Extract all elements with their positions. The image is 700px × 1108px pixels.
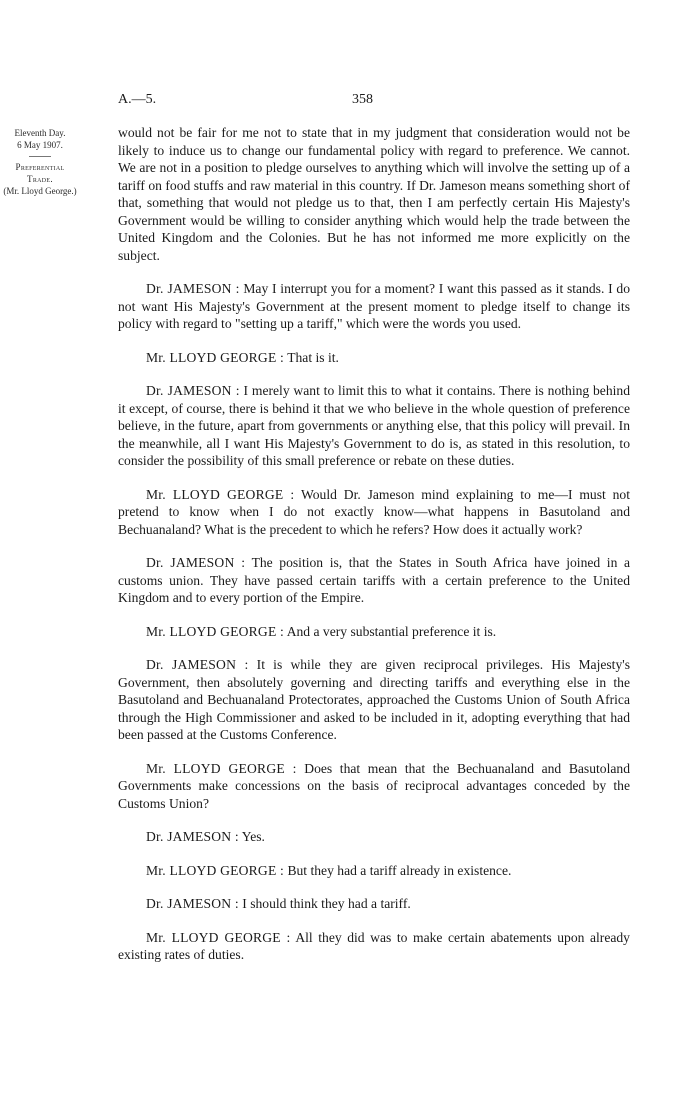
paragraph: [118, 349, 630, 367]
paragraph: [118, 280, 630, 333]
paragraph: [118, 554, 630, 607]
page-number: 358: [352, 92, 373, 107]
speaker-name: Mr. LLOYD GEORGE :: [146, 862, 285, 878]
speaker-name: Mr. LLOYD GEORGE :: [146, 929, 291, 945]
margin-note-divider: [29, 156, 51, 157]
margin-note-day: Eleventh Day.: [14, 128, 66, 138]
document-body: [118, 124, 630, 980]
paragraph-text: Yes.: [241, 829, 265, 844]
paragraph: [118, 124, 630, 264]
speaker-name: Mr. LLOYD GEORGE :: [146, 486, 295, 502]
paragraph: [118, 656, 630, 744]
paragraph-text: But they had a tariff already in existence.: [287, 862, 512, 878]
paragraph-text: I should think they had a tariff.: [242, 896, 411, 911]
page-header: [118, 92, 630, 112]
speaker-name: Mr. LLOYD GEORGE :: [146, 760, 297, 776]
paragraph-text: All they did was to make certain abatements upon already existing rates of duties.: [118, 929, 630, 962]
paragraph: [118, 486, 630, 539]
margin-note-topic: Preferential Trade.: [15, 162, 65, 184]
paragraph-text: And a very substantial preference it is.: [286, 623, 497, 639]
paragraph-text: It is while they are given reciprocal privileges. His Majesty's Government, then absolutely governing and directing tariffs and everything else in the Basutoland and Bechuanaland Protectorates, approached the Customs Union of South Africa through the High Commissioner and asked to be included in it, adopting everything that had been passed at the Customs Conference.: [118, 657, 630, 742]
paragraph: [118, 623, 630, 641]
speaker-name: Dr. JAMESON :: [146, 281, 240, 296]
paragraph-text: would not be fair for me not to state that in my judgment that consideration would not be likely to induce us to change our fundamental policy with regard to preference. We cannot. We are not in a position to pledge ourselves to anything which will involve the setting up of a tariff on food stuffs and raw material in this country. If Dr. Jameson means something short of that, something that would not pledge us to that, then I am perfectly certain His Majesty's Government would be willing to consider anything which would help the trade between the United Kingdom and the Colonies. But he has not informed me more explicitly on the subject.: [118, 125, 630, 263]
speaker-name: Dr. JAMESON :: [146, 383, 240, 398]
speaker-name: Dr. JAMESON :: [146, 829, 239, 844]
margin-note-speaker: (Mr. Lloyd George.): [3, 186, 77, 196]
speaker-name: Dr. JAMESON :: [146, 555, 246, 570]
paragraph-text: I merely want to limit this to what it contains. There is nothing behind it except, of course, there is behind it that we who believe in the whole question of preference believe, in the future, apart from governments or anything else, that this policy will prevail. In the meanwhile, all I want His Majesty's Government to do is, as stated in this resolution, to consider the possibility of this small preference or rebate on these duties.: [118, 383, 631, 468]
margin-note: [2, 127, 78, 197]
paragraph-text: The position is, that the States in South Africa have joined in a customs union. They have passed certain tariffs with a certain preference to the United Kingdom and to every portion of the Empire.: [118, 555, 630, 605]
document-reference: A.—5.: [118, 92, 157, 107]
speaker-name: Dr. JAMESON :: [146, 896, 239, 911]
paragraph: [118, 382, 630, 470]
speaker-name: Mr. LLOYD GEORGE :: [146, 349, 285, 365]
speaker-name: Dr. JAMESON :: [146, 657, 249, 672]
paragraph: [118, 895, 630, 913]
paragraph: [118, 929, 630, 964]
margin-note-date: 6 May 1907.: [17, 140, 63, 150]
paragraph: [118, 828, 630, 846]
speaker-name: Mr. LLOYD GEORGE :: [146, 623, 285, 639]
paragraph-text: Would Dr. Jameson mind explaining to me—I must not pretend to know when I do not exactly know—what happens in Basutoland and Bechuanaland? What is the precedent to which he refers? How does it actually work?: [118, 486, 630, 537]
paragraph-text: May I interrupt you for a moment? I want this passed as it stands. I do not want His Majesty's Government at the present moment to pledge itself to change its policy with regard to "setting up a tariff," which were the words you used.: [118, 281, 630, 331]
paragraph-text: That is it.: [287, 349, 339, 365]
paragraph: [118, 760, 630, 813]
paragraph: [118, 862, 630, 880]
paragraph-text: Does that mean that the Bechuanaland and Basutoland Governments make concessions on the basis of reciprocal advantages conceded by the Customs Union?: [118, 760, 630, 811]
